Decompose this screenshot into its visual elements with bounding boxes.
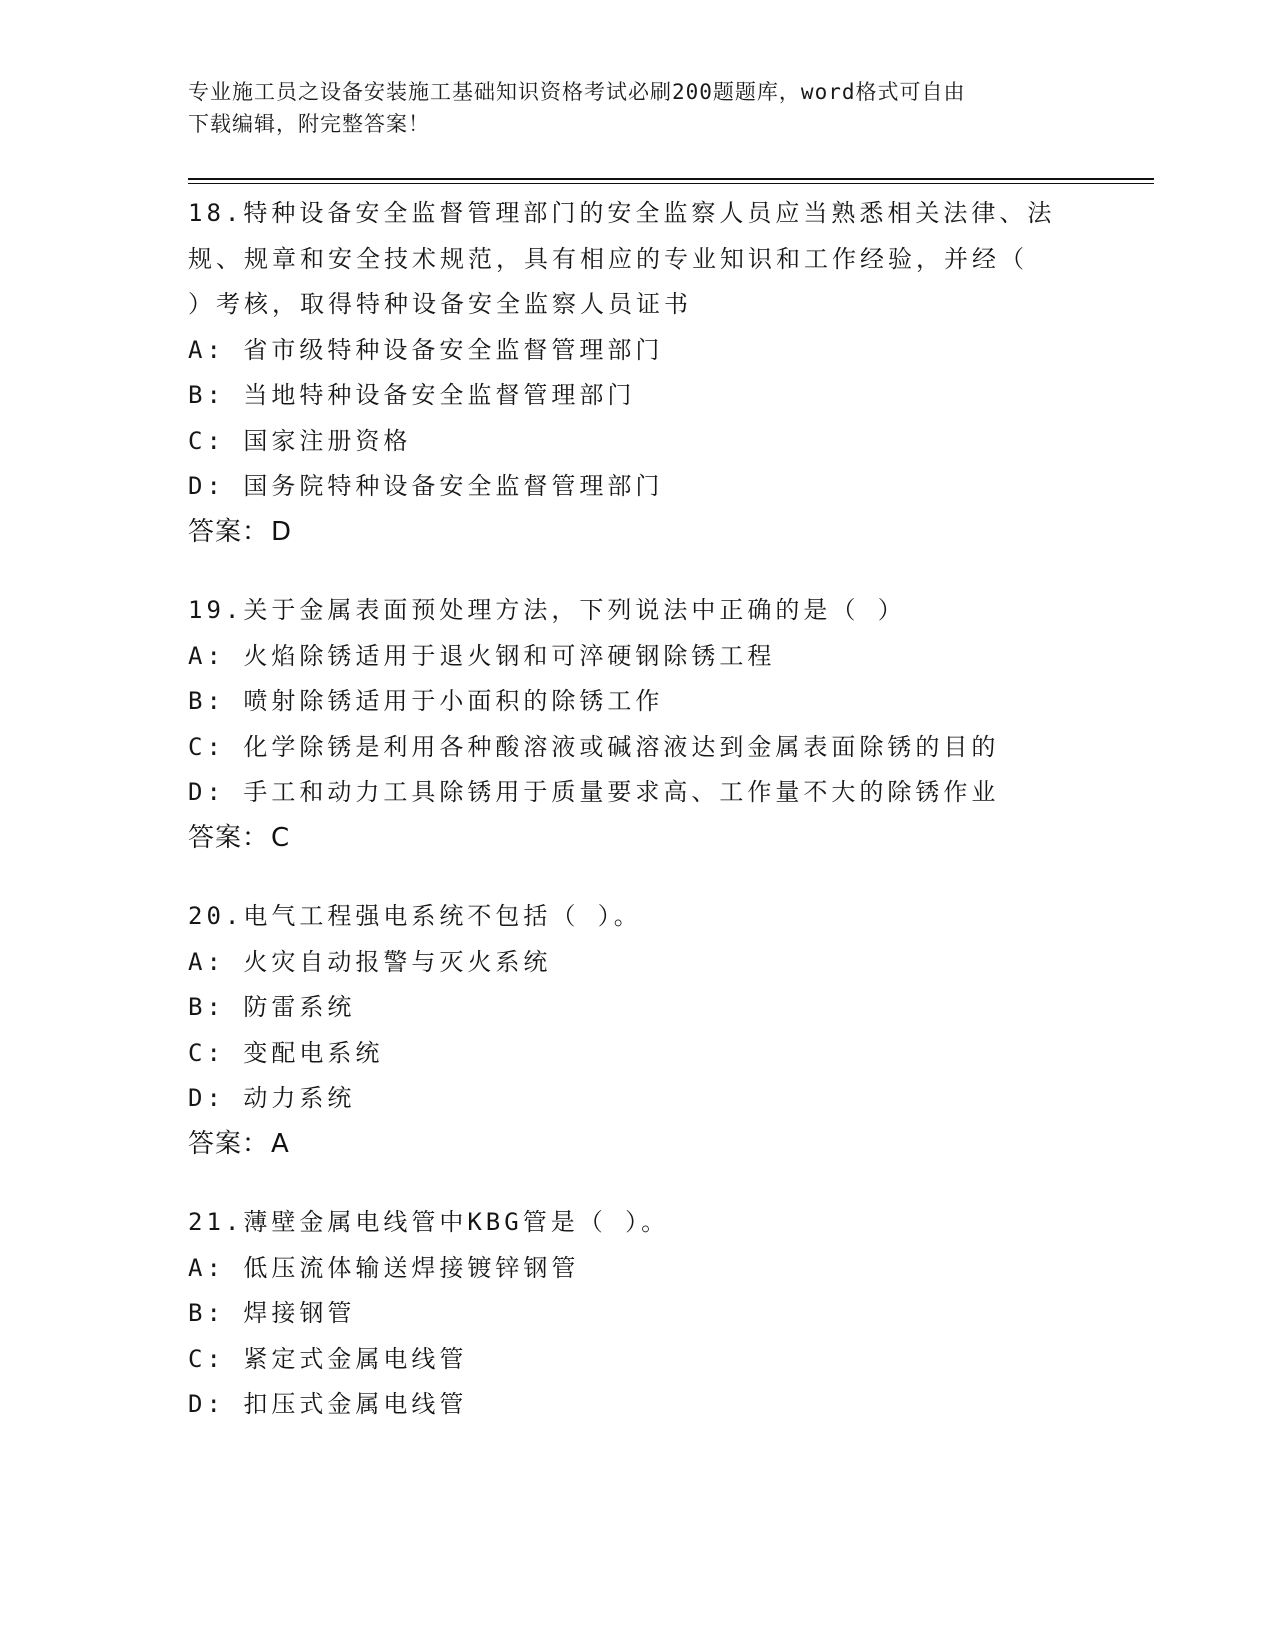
answer-line [188,816,1088,862]
document-header [188,76,1078,140]
option-a: A: 省市级特种设备安全监督管理部门 [188,335,664,364]
answer-value: C [271,822,291,853]
header-divider-thick [188,178,1154,180]
option-a: A: 火焰除锈适用于退火钢和可淬硬钢除锈工程 [188,641,776,670]
option-b: B: 焊接钢管 [188,1299,356,1327]
option-c: C: 化学除锈是利用各种酸溶液或碱溶液达到金属表面除锈的目的 [188,732,1000,761]
header-line-2: 下载编辑，附完整答案！ [188,112,430,136]
question-stem-line: ）考核，取得特种设备安全监察人员证书 [188,290,692,318]
option-d: D: 手工和动力工具除锈用于质量要求高、工作量不大的除锈作业 [188,778,1000,806]
option-a: A: 低压流体输送焊接镀锌钢管 [188,1253,580,1282]
question-list [188,191,1088,1461]
question-19 [188,588,1088,861]
option-c: C: 紧定式金属电线管 [188,1344,468,1373]
question-stem-line: 规、规章和安全技术规范，具有相应的专业知识和工作经验，并经（ [188,244,1028,273]
question-21 [188,1200,1088,1428]
option-c: C: 变配电系统 [188,1038,384,1067]
question-20 [188,894,1088,1167]
answer-label: 答案： [188,822,270,853]
question-stem-line: 18.特种设备安全监督管理部门的安全监察人员应当熟悉相关法律、法 [188,199,1056,227]
answer-line [188,510,1088,556]
option-b: B: 喷射除锈适用于小面积的除锈工作 [188,687,664,715]
option-d: D: 扣压式金属电线管 [188,1390,468,1418]
option-c: C: 国家注册资格 [188,426,412,455]
option-d: D: 动力系统 [188,1084,356,1112]
answer-value: A [271,1128,290,1159]
answer-value: D [271,516,293,547]
question-18 [188,191,1088,555]
question-stem-line: 21.薄壁金属电线管中KBG管是（ ）。 [188,1208,670,1236]
answer-label: 答案： [188,1128,270,1159]
answer-label: 答案： [188,516,270,547]
question-stem-line: 20.电气工程强电系统不包括（ ）。 [188,902,642,930]
option-d: D: 国务院特种设备安全监督管理部门 [188,472,664,500]
question-stem-line: 19.关于金属表面预处理方法，下列说法中正确的是（ ） [188,596,906,624]
option-a: A: 火灾自动报警与灭火系统 [188,947,552,976]
option-b: B: 防雷系统 [188,993,356,1021]
option-b: B: 当地特种设备安全监督管理部门 [188,381,636,409]
header-divider-thin [188,183,1154,184]
header-line-1: 专业施工员之设备安装施工基础知识资格考试必刷200题题库，word格式可自由 [188,80,966,104]
answer-line [188,1122,1088,1168]
